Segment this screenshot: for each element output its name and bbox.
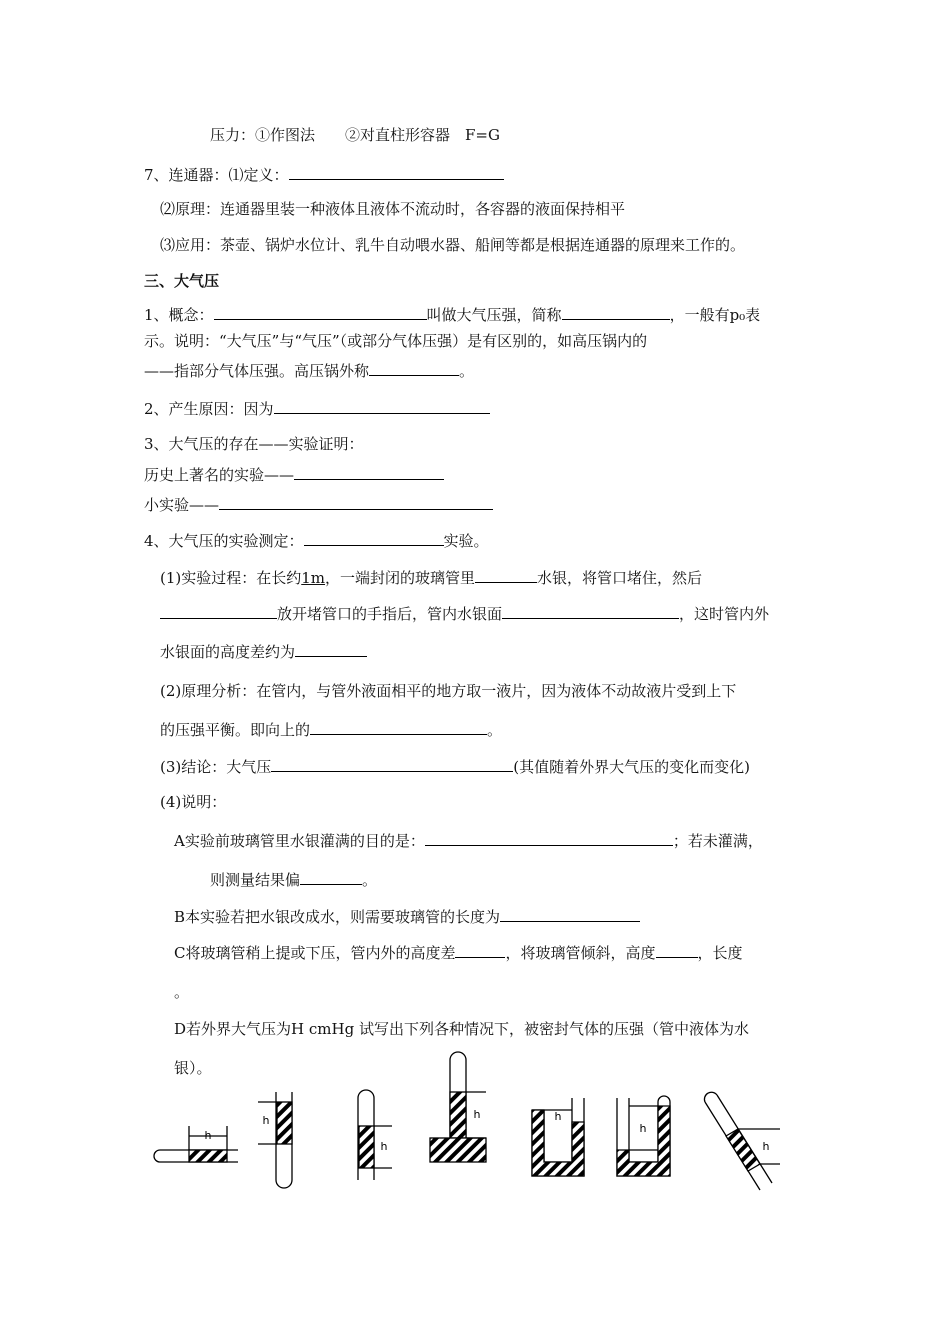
text: 。 — [459, 362, 475, 380]
blank — [295, 640, 367, 657]
line-note-d-2: 银）。 — [174, 1059, 212, 1077]
line-concept — [144, 303, 760, 325]
line-principle: (2)原理分析：在管内，与管外液面相平的地方取一液片，因为液体不动故液片受到上下 — [160, 682, 737, 700]
text: ，长度 — [697, 944, 743, 962]
blank — [310, 718, 487, 735]
blank — [369, 359, 459, 376]
text: 。 — [362, 871, 378, 889]
text: ——指部分气体压强。高压锅外称 — [144, 362, 370, 380]
figure-inclined-tube — [704, 1092, 780, 1190]
line-conclusion — [160, 755, 750, 777]
label-h: h — [262, 1114, 270, 1127]
text: (1)实验过程：在长约 — [160, 569, 302, 587]
blank — [502, 602, 679, 619]
blank — [289, 163, 504, 180]
text: ，这时管内外 — [679, 605, 770, 623]
text: ；若未灌满， — [672, 832, 763, 850]
figure-u-tube-right-closed — [617, 1096, 670, 1176]
text: 1、概念： — [144, 306, 214, 324]
text: 水银面的高度差约为 — [160, 643, 296, 661]
text: ，一般有p₀表 — [669, 306, 761, 324]
label-h: h — [762, 1140, 770, 1153]
text: (其值随着外界大气压的变化而变化) — [513, 758, 750, 776]
label-h: h — [204, 1129, 212, 1142]
text: 7、连通器：⑴定义： — [144, 166, 289, 184]
blank — [294, 463, 444, 480]
blank — [271, 755, 513, 772]
blank — [274, 397, 490, 414]
line-note-b — [174, 905, 640, 927]
text: B本实验若把水银改成水，则需要玻璃管的长度为 — [174, 908, 501, 926]
text: 叫做大气压强，简称 — [426, 306, 562, 324]
blank — [304, 529, 444, 546]
line-pressure-cooker — [144, 359, 474, 381]
figure-horizontal-tube — [154, 1126, 238, 1162]
blank — [425, 829, 673, 846]
line-note-d: D若外界大气压为H cmHg 试写出下列各种情况下，被密封气体的压强（管中液体为水 — [174, 1020, 749, 1038]
text: 1m — [301, 569, 326, 587]
line-famous-experiment — [144, 463, 444, 485]
blank — [300, 868, 362, 885]
blank — [214, 303, 427, 320]
blank — [500, 905, 640, 922]
blank — [160, 602, 277, 619]
text: 2、产生原因：因为 — [144, 400, 274, 418]
line-note-a — [174, 829, 763, 851]
text: (3)结论：大气压 — [160, 758, 272, 776]
blank — [455, 941, 505, 958]
section-heading: 三、大气压 — [144, 272, 220, 290]
text: 实验。 — [443, 532, 489, 550]
text: 则测量结果偏 — [210, 871, 301, 889]
text: ，一端封闭的玻璃管里 — [325, 569, 476, 587]
line-measurement — [144, 529, 489, 551]
figure-vertical-tube-closed-top — [358, 1090, 392, 1180]
line-connector-principle: ⑵原理：连通器里装一种液体且液体不流动时，各容器的液面保持相平 — [160, 200, 626, 218]
line-note-c-2: 。 — [174, 983, 190, 1001]
figure-u-tube-left-closed — [532, 1098, 584, 1176]
line-principle-2 — [160, 718, 502, 740]
line-cause — [144, 397, 490, 419]
line-existence: 3、大气压的存在——实验证明： — [144, 435, 364, 453]
line-note-c — [174, 941, 743, 963]
text: 4、大气压的实验测定： — [144, 532, 304, 550]
label-h: h — [554, 1110, 562, 1123]
figure-tube-in-trough — [430, 1052, 486, 1162]
text: 小实验—— — [144, 496, 220, 514]
line-note-a-2 — [210, 868, 377, 890]
figure-vertical-tube-open-down — [258, 1092, 292, 1188]
blank — [562, 303, 670, 320]
text: 的压强平衡。即向上的 — [160, 721, 311, 739]
text: A实验前玻璃管里水银灌满的目的是： — [174, 832, 425, 850]
blank — [656, 941, 698, 958]
label-h: h — [473, 1108, 481, 1121]
text: 。 — [487, 721, 503, 739]
line-connector-definition — [144, 163, 504, 185]
text: 放开堵管口的手指后，管内水银面 — [277, 605, 503, 623]
blank — [475, 566, 537, 583]
label-h: h — [380, 1140, 388, 1153]
line-connector-application: ⑶应用：茶壶、锅炉水位计、乳牛自动喂水器、船闸等都是根据连通器的原理来工作的。 — [160, 236, 746, 254]
tube-figures — [0, 1040, 950, 1200]
text: 历史上著名的实验—— — [144, 466, 295, 484]
line-pressure-methods: 压力：①作图法 ②对直柱形容器 F=G — [210, 126, 500, 144]
text: C将玻璃管稍上提或下压，管内外的高度差 — [174, 944, 456, 962]
line-process — [160, 566, 702, 588]
line-height-diff — [160, 640, 367, 662]
line-notes: (4)说明： — [160, 793, 227, 811]
line-concept-note: 示。说明：“大气压”与“气压”（或部分气体压强）是有区别的，如高压锅内的 — [144, 332, 648, 350]
line-small-experiment — [144, 493, 493, 515]
text: ，将玻璃管倾斜，高度 — [505, 944, 656, 962]
line-process-2 — [160, 602, 769, 624]
text: 水银，将管口堵住，然后 — [537, 569, 703, 587]
label-h: h — [639, 1122, 647, 1135]
blank — [219, 493, 493, 510]
